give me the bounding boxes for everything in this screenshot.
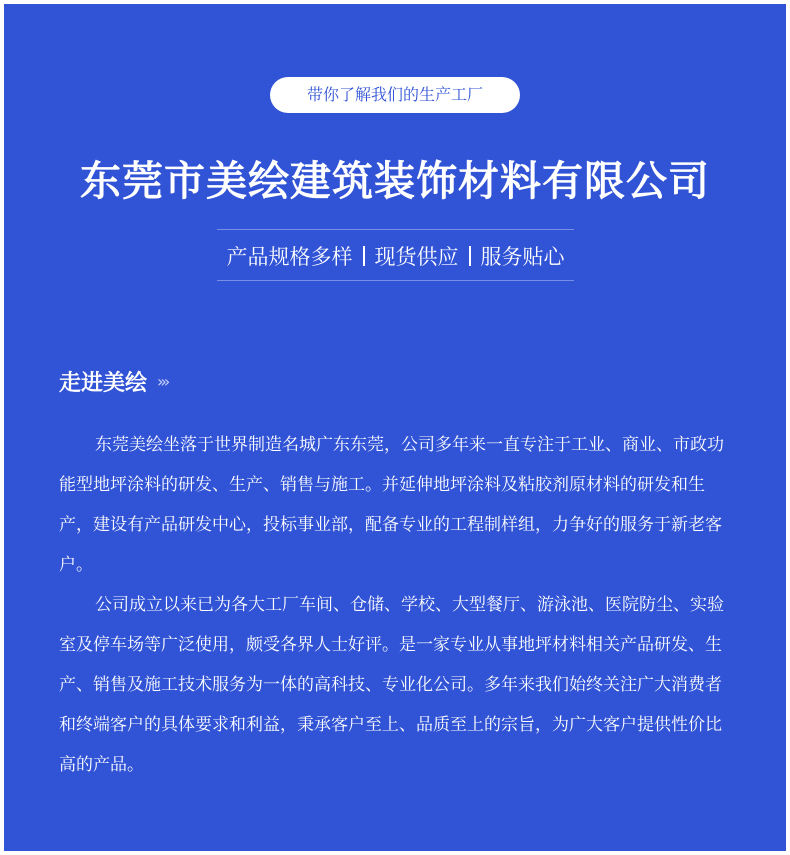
divider-bottom — [217, 280, 574, 281]
separator — [363, 246, 365, 266]
feature-item: 产品规格多样 — [226, 245, 353, 269]
separator — [469, 246, 471, 266]
company-title: 东莞市美绘建筑装饰材料有限公司 — [80, 157, 710, 205]
section-title: 走进美绘 — [59, 370, 148, 396]
paragraph: 东莞美绘坐落于世界制造名城广东东莞，公司多年来一直专注于工业、商业、市政功能型地坪涂料的研发、生产、销售与施工。并延伸地坪涂料及粘胶剂原材料的研发和生产，建设有产品研发中心，投标事业部，配备专业的工程制样组，力争好的服务于新老客户。 — [59, 435, 724, 575]
divider-top — [217, 229, 574, 230]
paragraph: 公司成立以来已为各大工厂车间、仓储、学校、大型餐厅、游泳池、医院防尘、实验室及停车场等广泛使用，颇受各界人士好评。是一家专业从事地坪材料相关产品研发、生产、销售及施工技术服务为一体的高科技、专业化公司。多年来我们始终关注广大消费者和终端客户的具体要求和利益，秉承客户至上、品质至上的宗旨，为广大客户提供性价比高的产品。 — [59, 595, 724, 775]
badge-pill: 带你了解我们的生产工厂 — [270, 77, 520, 113]
section-heading — [59, 366, 167, 396]
features-line — [217, 240, 574, 272]
feature-item: 服务贴心 — [480, 245, 565, 269]
double-chevron-right-icon: ››› — [157, 371, 168, 391]
feature-item: 现货供应 — [374, 245, 459, 269]
intro-text — [59, 425, 731, 785]
